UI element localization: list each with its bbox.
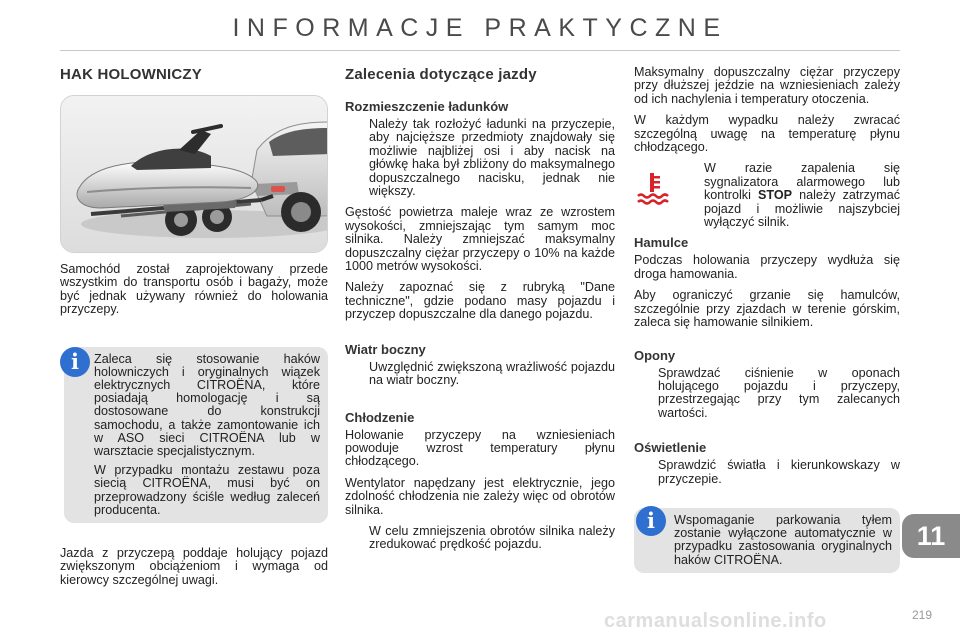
heading-tyres: Opony [634,347,676,363]
watermark: carmanualsonline.info [604,610,827,632]
illustration-drawing [61,96,328,253]
column-towbar [60,58,328,595]
heading-cooling: Chłodzenie [345,409,415,425]
column-continued [634,66,900,573]
towing-outro-text: Jazda z przyczepą poddaje holujący pojazd zwiększonym obciążeniom i wymaga od kierowcy szczególnej uwagi. [60,546,328,587]
info-recommendation-text: Zaleca się stosowanie haków holowniczych i oryginalnych wiązek elektrycznych CITROËNA, które posiadają homologację i są dostosowane do konstrukcji samochodu, a także zamontowanie ich w ASO sieci CITROËNA lub w warsztacie specjalistycznym. [94,351,320,459]
chapter-tab: 11 [902,514,960,558]
jet-ski-trailer-illustration [60,95,328,253]
hand-pointer-icon [680,162,704,229]
info-installation-text: W przypadku montażu zestawu poza siecią CITROËNA, musi być on przeprowadzony ściśle według zaleceń producenta. [94,463,320,517]
info-icon: i [636,506,666,536]
heading-crosswind: Wiatr boczny [345,341,426,357]
bullet-warning-stop [670,162,900,229]
bullet-text: W celu zmniejszenia obrotów silnika należy zredukować prędkość pojazdu. [369,523,615,552]
cooling-fan-text: Wentylator napędzany jest elektrycznie, jego zdolność chłodzenia nie zależy więc od obrotów silnika. [345,475,615,517]
brakes-distance-text: Podczas holowania przyczepy wydłuża się droga hamowania. [634,253,900,281]
bullet-text: Sprawdzić światła i kierunkowskazy w przyczepie. [658,458,900,486]
header-divider [60,50,900,51]
stop-label: STOP [757,188,793,203]
warning-text-start: W razie zapalenia się sygnalizatora alarmowego lub kontrolki [704,161,900,203]
coolant-warning [634,162,900,229]
hand-pointer-icon [634,367,658,421]
heading-lighting: Oświetlenie [634,440,707,456]
section-title-driving-advice: Zalecenia dotyczące jazdy [345,66,537,83]
warning-text-end: należy zatrzymać pojazd i możliwie najszybciej wyłączyć silnik. [704,188,900,230]
hand-pointer-icon [345,361,369,388]
column-driving-advice [345,58,615,560]
bullet-lighting [634,459,900,486]
info-box-parking-assist [634,508,900,573]
bullet-crosswind [345,361,615,388]
page-number: 219 [912,608,933,622]
section-title-towbar: HAK HOLOWNICZY [60,66,202,83]
info-icon: i [60,347,90,377]
bullet-text [704,162,900,229]
coolant-temperature-icon [634,170,670,206]
heading-brakes: Hamulce [634,235,689,251]
bullet-reduce-revs [345,525,615,552]
parking-assist-text: Wspomaganie parkowania tyłem zostanie wyłączone automatycznie w przypadku zastosowania oryginalnych haków CITROËNA. [674,512,892,567]
hand-pointer-icon [345,118,369,198]
bullet-load-distribution [345,118,615,198]
technical-data-text: Należy zapoznać się z rubryką "Dane techniczne", gdzie podano masy pojazdu i przyczep dopuszczalne dla danego pojazdu. [345,280,615,322]
bullet-text: Należy tak rozłożyć ładunki na przyczepie, aby najcięższe przedmioty znajdowały się możliwie najbliżej osi i aby nacisk na główkę haka był zbliżony do maksymalnego dopuszczalnego nacisku, jednak nie większy. [369,117,615,199]
cooling-hills-text: Holowanie przyczepy na wzniesieniach powoduje wzrost temperatury płynu chłodzącego. [345,427,615,469]
info-box-towbar [64,347,328,523]
towbar-intro-text: Samochód został zaprojektowany przede wszystkim do transportu osób i bagaży, może być jednak używany również do holowania przyczepy. [60,262,328,317]
coolant-attention-text: W każdym wypadku należy zwracać szczególną uwagę na temperaturę płynu chłodzącego. [634,113,900,155]
hand-pointer-icon [345,525,369,552]
air-density-text: Gęstość powietrza maleje wraz ze wzrostem wysokości, zmniejszając tym samym moc silnika. Należy zmniejszać maksymalny dopuszczalny ciężar przyczepy o 10% na każde 1000 metrów wysokości. [345,205,615,274]
brakes-engine-text: Aby ograniczyć grzanie się hamulców, szczególnie przy zjazdach w terenie górskim, zaleca się hamowanie silnikiem. [634,288,900,330]
bullet-text: Uwzględnić zwiększoną wrażliwość pojazdu na wiatr boczny. [369,359,615,388]
bullet-tyres [634,367,900,421]
heading-load-distribution: Rozmieszczenie ładunków [345,99,509,114]
page-title: INFORMACJE PRAKTYCZNE [232,14,728,42]
max-weight-text: Maksymalny dopuszczalny ciężar przyczepy przy dłuższej jeździe na wzniesieniach zależy od ich nachylenia i temperatury otoczenia. [634,65,900,106]
hand-pointer-icon [634,459,658,486]
bullet-text: Sprawdzać ciśnienie w oponach holującego pojazdu i przyczepy, przestrzegając przy tym zalecanych wartości. [658,365,900,420]
